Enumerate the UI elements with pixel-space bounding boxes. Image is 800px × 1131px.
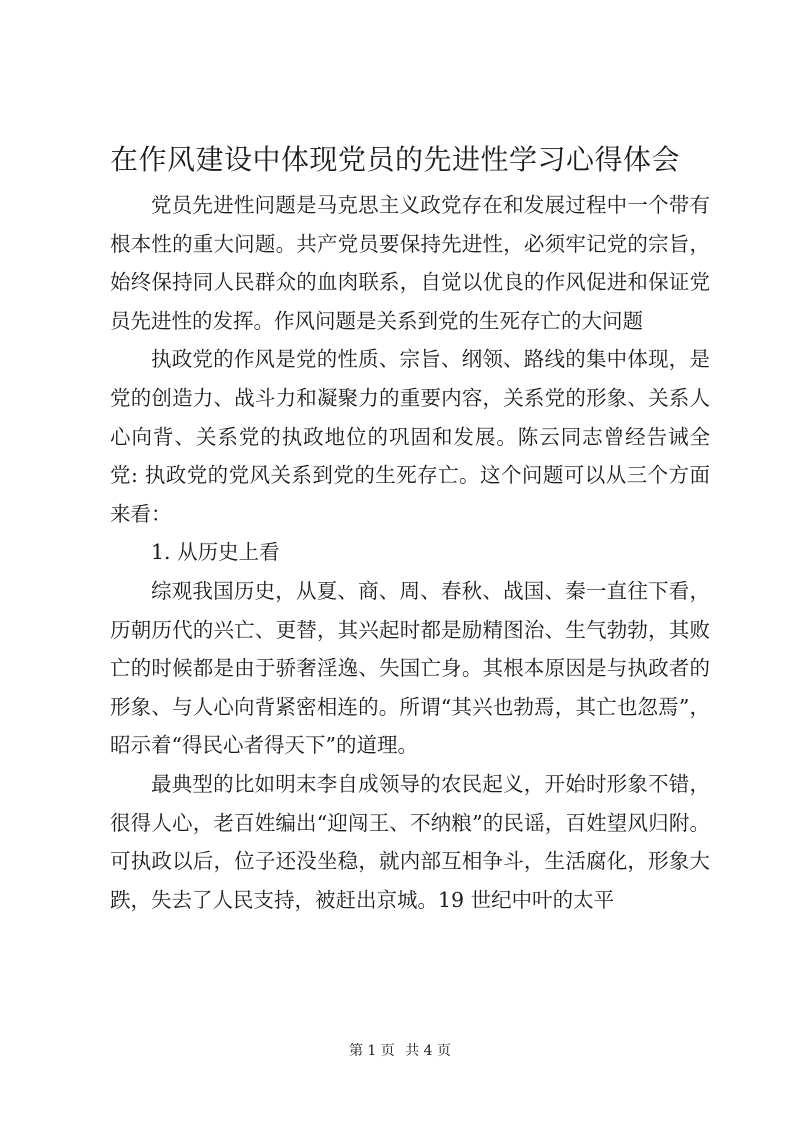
paragraph: 最典型的比如明末李自成领导的农民起义，开始时形象不错，很得人心，老百姓编出“迎闯王、不纳粮”的民谣，百姓望风归附。可执政以后，位子还没坐稳，就内部互相争斗，生活腐化，形象大跌，失去了人民支持，被赶出京城。19 世纪中叶的太平 <box>110 771 710 912</box>
paragraph: 综观我国历史，从夏、商、周、春秋、战国、秦一直往下看，历朝历代的兴亡、更替，其兴起时都是励精图治、生气勃勃，其败亡的时候都是由于骄奢淫逸、失国亡身。其根本原因是与执政者的形象、与人心向背紧密相连的。所谓“其兴也勃焉，其亡也忽焉”，昭示着“得民心者得天下”的道理。 <box>110 578 710 758</box>
page-total: 共 4 页 <box>405 1043 452 1059</box>
section-heading: 1. 从历史上看 <box>151 540 280 565</box>
document-body <box>110 186 710 919</box>
page-footer <box>0 1041 800 1061</box>
paragraph: 执政党的作风是党的性质、宗旨、纲领、路线的集中体现，是党的创造力、战斗力和凝聚力的重要内容，关系党的形象、关系人心向背、关系党的执政地位的巩固和发展。陈云同志曾经告诫全党: 执政党的党风关系到党的生死存亡。这个问题可以从三个方面来看： <box>110 347 710 526</box>
page-number: 第 1 页 <box>348 1043 395 1059</box>
document-title: 在作风建设中体现党员的先进性学习心得体会 <box>110 143 681 176</box>
paragraph: 党员先进性问题是马克思主义政党存在和发展过程中一个带有根本性的重大问题。共产党员要保持先进性，必须牢记党的宗旨，始终保持同人民群众的血肉联系，自觉以优良的作风促进和保证党员先进性的发挥。作风问题是关系到党的生死存亡的大问题 <box>110 193 710 333</box>
